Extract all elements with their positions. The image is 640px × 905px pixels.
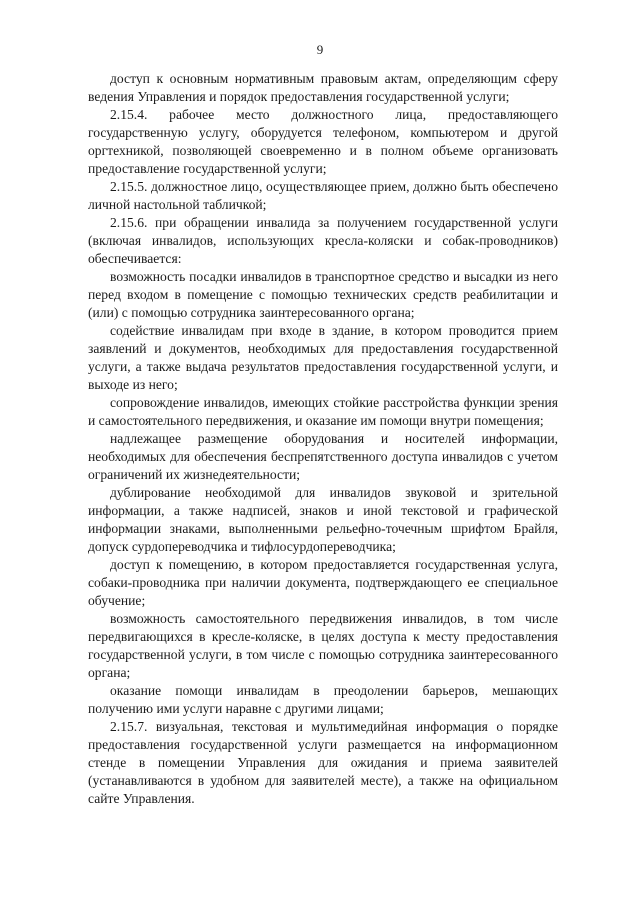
paragraph-equipment-placement: надлежащее размещение оборудования и носителей информации, необходимых для обеспечения беспрепятственного доступа инвалидов с учетом ограничений их жизнедеятельности; (88, 431, 558, 482)
paragraph-barrier-help: оказание помощи инвалидам в преодолении барьеров, мешающих получению ими услуги наравне с другими лицами; (88, 683, 558, 716)
paragraph-2-15-5: 2.15.5. должностное лицо, осуществляющее прием, должно быть обеспечено личной настольной табличкой; (88, 179, 558, 212)
paragraph-access-legal-acts: доступ к основным нормативным правовым актам, определяющим сферу ведения Управления и порядок предоставления государственной услуги; (88, 71, 558, 104)
paragraph-2-15-6: 2.15.6. при обращении инвалида за получением государственной услуги (включая инвалидов, использующих кресла-коляски и собак-проводников) обеспечивается: (88, 215, 558, 266)
paragraph-transport-boarding: возможность посадки инвалидов в транспортное средство и высадки из него перед входом в помещение с помощью технических средств реабилитации и (или) с помощью сотрудника заинтересованного органа; (88, 269, 558, 320)
document-body (88, 70, 558, 808)
paragraph-2-15-7: 2.15.7. визуальная, текстовая и мультимедийная информация о порядке предоставления государственной услуги размещается на информационном стенде в помещении Управления для ожидания и приема заявителей (устанавливаются в удобном для заявителей месте), а также на официальном сайте Управления. (88, 719, 558, 806)
paragraph-guide-dog-access: доступ к помещению, в котором предоставляется государственная услуга, собаки-проводника при наличии документа, подтверждающего ее специальное обучение; (88, 557, 558, 608)
page-number: 9 (316, 42, 324, 57)
paragraph-escort: сопровождение инвалидов, имеющих стойкие расстройства функции зрения и самостоятельного передвижения, и оказание им помощи внутри помещения; (88, 395, 558, 428)
paragraph-information-duplication: дублирование необходимой для инвалидов звуковой и зрительной информации, а также надписей, знаков и иной текстовой и графической информации знаками, выполненными рельефно-точечным шрифтом Брайля, допуск сурдопереводчика и тифлосурдопереводчика; (88, 485, 558, 554)
paragraph-entry-assistance: содействие инвалидам при входе в здание, в котором проводится прием заявлений и документов, необходимых для предоставления государственной услуги, а также выдача результатов предоставления государственной услуги, и выходе из него; (88, 323, 558, 392)
paragraph-2-15-4: 2.15.4. рабочее место должностного лица, предоставляющего государственную услугу, оборудуется телефоном, компьютером и другой оргтехникой, позволяющей своевременно и в полном объеме организовать предоставление государственной услуги; (88, 107, 558, 176)
paragraph-independent-movement: возможность самостоятельного передвижения инвалидов, в том числе передвигающихся в кресле-коляске, в целях доступа к месту предоставления государственной услуги, в том числе с помощью сотрудника заинтересованного органа; (88, 611, 558, 680)
